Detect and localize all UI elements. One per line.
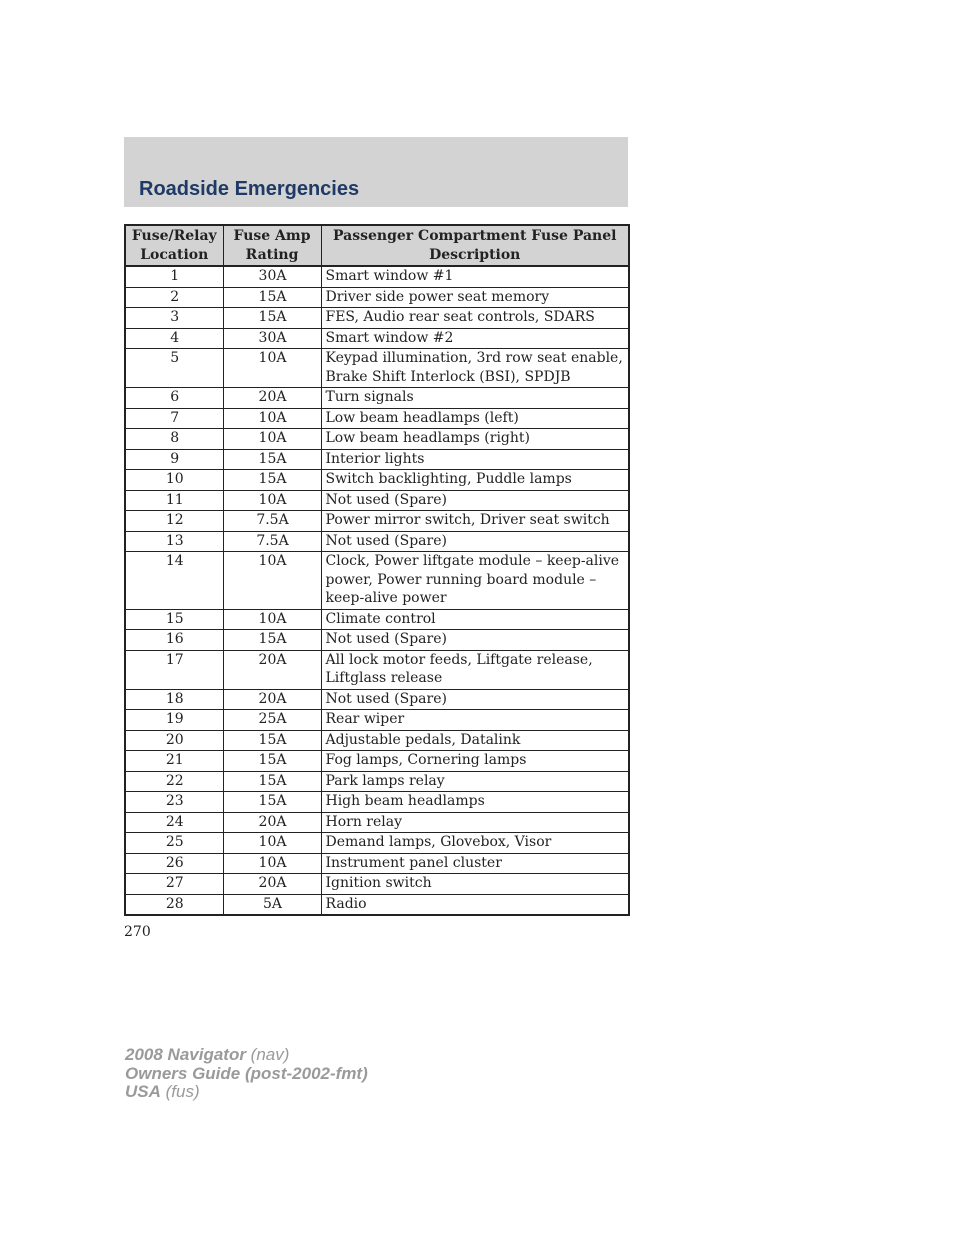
footer-model: 2008 Navigator (125, 1045, 246, 1064)
fuse-rating-cell: 10A (223, 609, 321, 630)
fuse-location-cell: 15 (125, 609, 223, 630)
fuse-description-cell: Not used (Spare) (321, 630, 629, 651)
fuse-rating-cell: 15A (223, 771, 321, 792)
fuse-description-cell: Keypad illumination, 3rd row seat enable, Brake Shift Interlock (BSI), SPDJB (321, 349, 629, 388)
table-row (125, 470, 629, 491)
fuse-description-cell: Adjustable pedals, Datalink (321, 730, 629, 751)
table-row (125, 266, 629, 287)
fuse-location-cell: 12 (125, 511, 223, 532)
fuse-rating-cell: 25A (223, 710, 321, 731)
table-row (125, 388, 629, 409)
fuse-location-cell: 16 (125, 630, 223, 651)
fuse-rating-cell: 10A (223, 429, 321, 450)
fuse-description-cell: Climate control (321, 609, 629, 630)
fuse-rating-cell: 10A (223, 833, 321, 854)
table-row (125, 349, 629, 388)
table-row (125, 408, 629, 429)
fuse-rating-cell: 15A (223, 730, 321, 751)
fuse-table-body (125, 266, 629, 915)
fuse-rating-cell: 20A (223, 650, 321, 689)
fuse-description-cell: Low beam headlamps (left) (321, 408, 629, 429)
table-row (125, 650, 629, 689)
fuse-rating-cell: 20A (223, 388, 321, 409)
fuse-description-cell: Power mirror switch, Driver seat switch (321, 511, 629, 532)
fuse-location-cell: 4 (125, 328, 223, 349)
table-row (125, 552, 629, 610)
table-row (125, 812, 629, 833)
fuse-rating-cell: 10A (223, 408, 321, 429)
fuse-description-cell: Fog lamps, Cornering lamps (321, 751, 629, 772)
header-rating: Fuse Amp Rating (223, 225, 321, 266)
table-row (125, 894, 629, 915)
table-row (125, 328, 629, 349)
footer-line-1 (125, 1046, 368, 1065)
fuse-description-cell: Smart window #1 (321, 266, 629, 287)
table-row (125, 511, 629, 532)
fuse-rating-cell: 20A (223, 874, 321, 895)
table-row (125, 853, 629, 874)
fuse-description-cell: Turn signals (321, 388, 629, 409)
table-row (125, 609, 629, 630)
fuse-location-cell: 24 (125, 812, 223, 833)
fuse-rating-cell: 20A (223, 812, 321, 833)
table-row (125, 531, 629, 552)
fuse-rating-cell: 5A (223, 894, 321, 915)
table-row (125, 429, 629, 450)
fuse-description-cell: Rear wiper (321, 710, 629, 731)
fuse-description-cell: Driver side power seat memory (321, 287, 629, 308)
fuse-description-cell: Instrument panel cluster (321, 853, 629, 874)
section-title: Roadside Emergencies (139, 178, 360, 200)
fuse-rating-cell: 15A (223, 449, 321, 470)
header-description: Passenger Compartment Fuse Panel Description (321, 225, 629, 266)
fuse-description-cell: Ignition switch (321, 874, 629, 895)
fuse-description-cell: Not used (Spare) (321, 689, 629, 710)
fuse-location-cell: 11 (125, 490, 223, 511)
fuse-location-cell: 20 (125, 730, 223, 751)
footer-region-code: (fus) (160, 1082, 200, 1101)
fuse-location-cell: 28 (125, 894, 223, 915)
table-row (125, 308, 629, 329)
fuse-location-cell: 25 (125, 833, 223, 854)
footer-guide: Owners Guide (post-2002-fmt) (125, 1063, 368, 1083)
fuse-rating-cell: 7.5A (223, 531, 321, 552)
footer-model-code: (nav) (245, 1045, 290, 1064)
fuse-description-cell: Radio (321, 894, 629, 915)
fuse-location-cell: 6 (125, 388, 223, 409)
section-header-band (124, 137, 628, 207)
fuse-location-cell: 3 (125, 308, 223, 329)
fuse-location-cell: 18 (125, 689, 223, 710)
fuse-rating-cell: 7.5A (223, 511, 321, 532)
table-row (125, 287, 629, 308)
fuse-location-cell: 14 (125, 552, 223, 610)
fuse-description-cell: Demand lamps, Glovebox, Visor (321, 833, 629, 854)
fuse-rating-cell: 20A (223, 689, 321, 710)
fuse-description-cell: Low beam headlamps (right) (321, 429, 629, 450)
fuse-location-cell: 10 (125, 470, 223, 491)
fuse-description-cell: Interior lights (321, 449, 629, 470)
fuse-location-cell: 5 (125, 349, 223, 388)
fuse-table (124, 224, 630, 916)
fuse-description-cell: FES, Audio rear seat controls, SDARS (321, 308, 629, 329)
fuse-description-cell: Not used (Spare) (321, 490, 629, 511)
fuse-rating-cell: 10A (223, 853, 321, 874)
fuse-location-cell: 8 (125, 429, 223, 450)
table-row (125, 710, 629, 731)
page-number: 270 (124, 924, 151, 940)
table-row (125, 833, 629, 854)
table-header-row (125, 225, 629, 266)
fuse-rating-cell: 15A (223, 308, 321, 329)
fuse-rating-cell: 30A (223, 266, 321, 287)
table-row (125, 689, 629, 710)
fuse-location-cell: 23 (125, 792, 223, 813)
header-location: Fuse/Relay Location (125, 225, 223, 266)
fuse-rating-cell: 15A (223, 287, 321, 308)
table-row (125, 490, 629, 511)
fuse-location-cell: 19 (125, 710, 223, 731)
table-row (125, 751, 629, 772)
table-row (125, 449, 629, 470)
fuse-location-cell: 1 (125, 266, 223, 287)
fuse-description-cell: Not used (Spare) (321, 531, 629, 552)
fuse-rating-cell: 15A (223, 751, 321, 772)
fuse-description-cell: Park lamps relay (321, 771, 629, 792)
fuse-rating-cell: 10A (223, 552, 321, 610)
footer-region: USA (125, 1082, 161, 1101)
fuse-location-cell: 27 (125, 874, 223, 895)
footer (125, 1046, 368, 1102)
table-row (125, 630, 629, 651)
fuse-location-cell: 7 (125, 408, 223, 429)
fuse-rating-cell: 15A (223, 630, 321, 651)
fuse-rating-cell: 15A (223, 792, 321, 813)
fuse-location-cell: 13 (125, 531, 223, 552)
table-row (125, 792, 629, 813)
footer-line-2 (125, 1065, 368, 1084)
fuse-description-cell: Horn relay (321, 812, 629, 833)
fuse-location-cell: 9 (125, 449, 223, 470)
fuse-location-cell: 26 (125, 853, 223, 874)
fuse-location-cell: 22 (125, 771, 223, 792)
fuse-description-cell: High beam headlamps (321, 792, 629, 813)
fuse-location-cell: 17 (125, 650, 223, 689)
fuse-location-cell: 21 (125, 751, 223, 772)
fuse-description-cell: Smart window #2 (321, 328, 629, 349)
fuse-description-cell: Switch backlighting, Puddle lamps (321, 470, 629, 491)
fuse-description-cell: Clock, Power liftgate module – keep-alive power, Power running board module – keep-alive power (321, 552, 629, 610)
fuse-rating-cell: 10A (223, 349, 321, 388)
fuse-rating-cell: 10A (223, 490, 321, 511)
fuse-rating-cell: 15A (223, 470, 321, 491)
fuse-location-cell: 2 (125, 287, 223, 308)
footer-line-3 (125, 1083, 368, 1102)
fuse-rating-cell: 30A (223, 328, 321, 349)
table-row (125, 771, 629, 792)
fuse-description-cell: All lock motor feeds, Liftgate release, Liftglass release (321, 650, 629, 689)
table-row (125, 874, 629, 895)
table-row (125, 730, 629, 751)
